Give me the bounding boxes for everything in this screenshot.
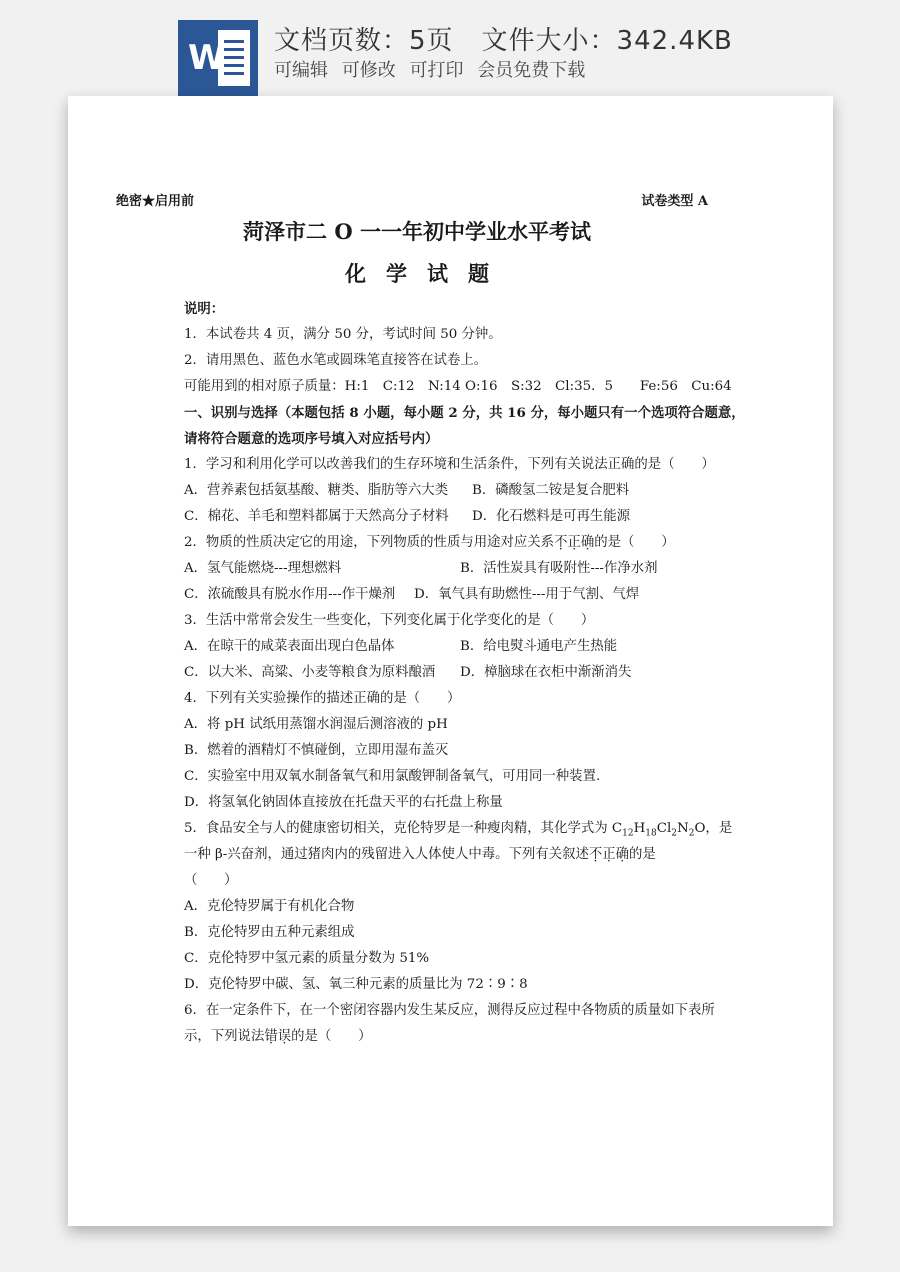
emphasis-char: 错 xyxy=(264,1029,278,1044)
option-b: B．磷酸氢二铵是复合肥料 xyxy=(472,483,630,498)
notes-label: 说明： xyxy=(184,301,225,317)
option-b: B．给电熨斗通电产生热能 xyxy=(460,639,618,654)
subscript: 2 xyxy=(671,828,677,839)
formula-element: O，是 xyxy=(694,821,733,836)
question-2-options-cd xyxy=(184,582,718,608)
paper-type: 试卷类型 A xyxy=(641,194,708,209)
question-4-option-b: B．燃着的酒精灯不慎碰倒，立即用湿布盖灭 xyxy=(184,743,449,758)
emphasis-char: 确 xyxy=(580,535,595,550)
question-5-text: 一种 β-兴奋剂，通过猪肉内的残留进入人体使人中毒。下列有关叙述 xyxy=(184,847,589,862)
exam-body xyxy=(184,296,745,1050)
emphasis-char: 不 xyxy=(554,535,568,550)
question-6-text: 示，下列说法 xyxy=(184,1029,265,1044)
question-2-text: 2．物质的性质决定它的用途，下列物质的性质与用途对应关系 xyxy=(184,535,555,550)
question-3-options-ab xyxy=(184,634,718,660)
question-5-option-b: B．克伦特罗由五种元素组成 xyxy=(184,925,355,940)
question-5-answer-bracket: （ ） xyxy=(184,873,238,888)
question-5-option-c: C．克伦特罗中氢元素的质量分数为 51% xyxy=(184,951,430,966)
option-d: D．化石燃料是可再生能源 xyxy=(472,509,631,524)
question-5-text: 5．食品安全与人的健康密切相关，克伦特罗是一种瘦肉精，其化学式为 C xyxy=(184,821,623,836)
file-size: 文件大小：342.4KB xyxy=(481,26,733,56)
option-d: D．樟脑球在衣柜中渐渐消失 xyxy=(460,665,632,680)
option-c: C．浓硫酸具有脱水作用---作干燥剂 xyxy=(184,587,396,602)
question-4-option-d: D．将氢氧化钠固体直接放在托盘天平的右托盘上称量 xyxy=(184,795,503,810)
question-6-line-1: 6．在一定条件下，在一个密闭容器内发生某反应，测得反应过程中各物质的质量如下表所 xyxy=(184,1003,715,1018)
secret-label: 绝密★启用前 xyxy=(116,194,195,209)
feature-member-download: 会员免费下载 xyxy=(477,60,586,81)
question-3: 3．生活中常常会发生一些变化，下列变化属于化学变化的是（ ） xyxy=(184,613,595,628)
feature-list xyxy=(274,56,593,82)
exam-header-line xyxy=(116,190,708,210)
question-6-text-end: 的是（ ） xyxy=(291,1029,372,1044)
option-b: B．活性炭具有吸附性---作净水剂 xyxy=(460,561,658,576)
question-5-line-2 xyxy=(184,842,718,868)
question-5-option-d: D．克伦特罗中碳、氢、氧三种元素的质量比为 72∶9∶8 xyxy=(184,977,528,992)
download-banner xyxy=(0,0,900,98)
option-d: D．氧气具有助燃性---用于气割、气焊 xyxy=(414,587,640,602)
section-1-heading-cont: 请将符合题意的选项序号填入对应括号内） xyxy=(184,431,439,447)
question-3-options-cd xyxy=(184,660,718,686)
emphasis-char: 确 xyxy=(615,847,630,862)
emphasis-char: 正 xyxy=(567,535,581,550)
page-count: 文档页数：5页 xyxy=(274,26,454,56)
question-2 xyxy=(184,530,718,556)
note-2: 2．请用黑色、蓝色水笔或圆珠笔直接答在试卷上。 xyxy=(184,353,488,368)
question-6-line-2 xyxy=(184,1024,718,1050)
feature-printable: 可打印 xyxy=(409,60,464,81)
question-4-option-c: C．实验室中用双氧水制备氧气和用氯酸钾制备氧气，可用同一种装置. xyxy=(184,769,601,784)
question-5-line-1 xyxy=(184,816,733,842)
option-a: A．氢气能燃烧---理想燃料 xyxy=(184,561,342,576)
emphasis-char: 误 xyxy=(277,1029,292,1044)
section-1-heading: 一、识别与选择（本题包括 8 小题，每小题 2 分，共 16 分，每小题只有一个选项符合题意， xyxy=(184,405,745,421)
note-1: 1．本试卷共 4 页，满分 50 分，考试时间 50 分钟。 xyxy=(184,327,502,342)
question-2-options-ab xyxy=(184,556,718,582)
option-c: C．以大米、高粱、小麦等粮食为原料酿酒 xyxy=(184,665,436,680)
atomic-masses: 可能用到的相对原子质量：H:1 C:12 N:14 O:16 S:32 Cl:35．5 Fe:56 Cu:64 xyxy=(184,379,732,394)
question-1-options-ab xyxy=(184,478,718,504)
formula-element: H xyxy=(633,821,646,836)
file-stats xyxy=(274,20,733,57)
feature-modifiable: 可修改 xyxy=(341,60,396,81)
question-5-option-a: A．克伦特罗属于有机化合物 xyxy=(184,899,355,914)
option-a: A．营养素包括氨基酸、糖类、脂肪等六大类 xyxy=(184,483,449,498)
word-document-icon xyxy=(178,20,258,98)
question-1-options-cd xyxy=(184,504,718,530)
subscript: 18 xyxy=(645,828,657,839)
exam-subtitle: 化学试题 xyxy=(345,261,509,286)
subscript: 12 xyxy=(622,828,634,839)
question-4: 4．下列有关实验操作的描述正确的是（ ） xyxy=(184,691,461,706)
question-1: 1．学习和利用化学可以改善我们的生存环境和生活条件，下列有关说法正确的是（ ） xyxy=(184,457,715,472)
feature-editable: 可编辑 xyxy=(274,60,328,81)
emphasis-char: 不 xyxy=(588,847,603,862)
subscript: 2 xyxy=(688,828,695,839)
word-icon-letter: W xyxy=(188,38,226,78)
option-c: C．棉花、羊毛和塑料都属于天然高分子材料 xyxy=(184,509,449,524)
question-4-option-a: A．将 pH 试纸用蒸馏水润湿后测溶液的 pH xyxy=(184,717,448,732)
formula-element: N xyxy=(677,821,689,836)
option-a: A．在晾干的咸菜表面出现白色晶体 xyxy=(184,639,395,654)
exam-title: 菏泽市二 O 一一年初中学业水平考试 xyxy=(243,219,591,244)
emphasis-char: 正 xyxy=(602,847,616,862)
formula-element: Cl xyxy=(656,821,672,836)
question-2-text-end: 的是（ ） xyxy=(594,535,675,550)
question-5-text-end: 的是 xyxy=(629,847,656,862)
